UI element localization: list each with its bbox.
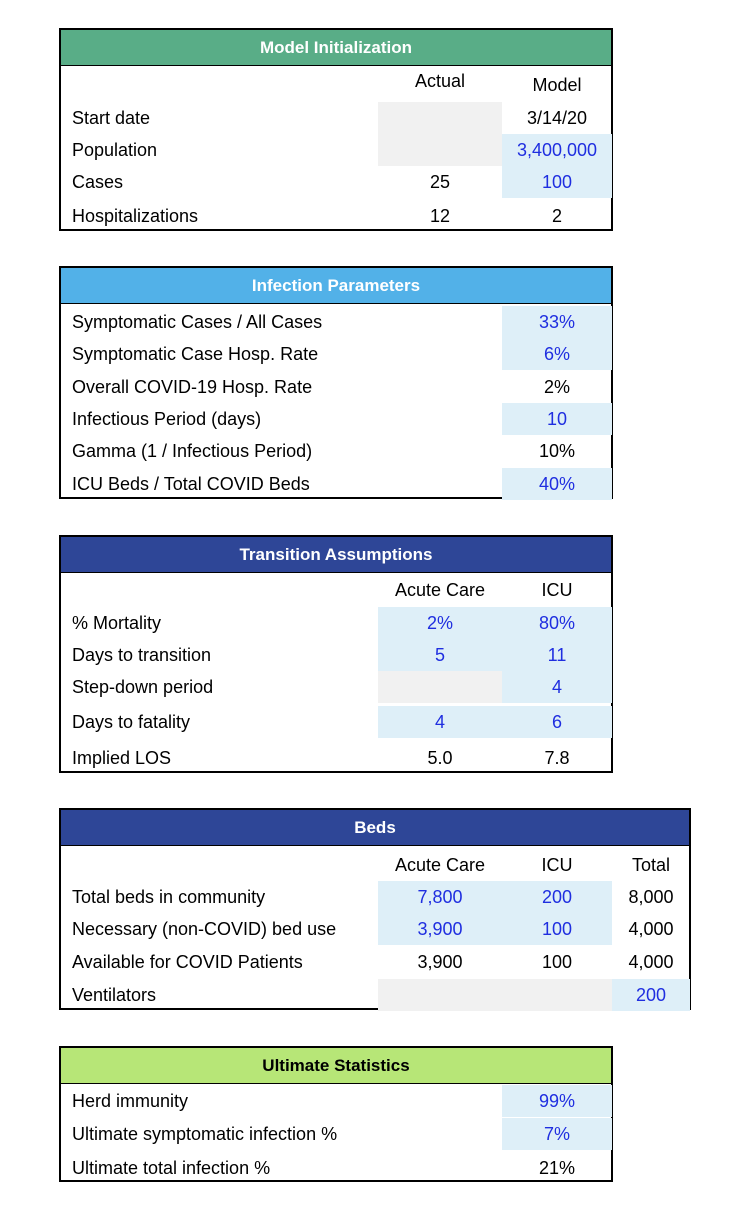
row-label: Days to transition	[72, 645, 212, 665]
row-label: Herd immunity	[72, 1091, 189, 1111]
actual-cell	[378, 134, 502, 166]
row-symptomatic-cases	[61, 306, 611, 338]
model-cell: 2	[551, 206, 562, 226]
row-label: Implied LOS	[72, 748, 172, 768]
row-days-to-transition	[61, 639, 611, 671]
acute-input-cell[interactable]: 4	[378, 706, 502, 738]
row-icu-beds-ratio	[61, 468, 611, 500]
col-header-actual: Actual	[414, 71, 466, 91]
row-label: Infectious Period (days)	[72, 409, 262, 429]
col-header-total: Total	[631, 855, 671, 875]
acute-input-cell[interactable]: 2%	[378, 607, 502, 639]
model-initialization-panel	[59, 28, 613, 231]
row-label: Ventilators	[72, 985, 157, 1005]
row-implied-los	[61, 742, 611, 774]
row-hospitalizations	[61, 200, 611, 232]
row-total-beds	[61, 881, 689, 913]
ultimate-statistics-header: Ultimate Statistics	[61, 1048, 611, 1084]
row-herd-immunity	[61, 1085, 611, 1117]
value-input-cell[interactable]: 33%	[502, 306, 612, 338]
icu-input-cell[interactable]: 4	[502, 671, 612, 703]
row-available-covid	[61, 946, 689, 978]
row-overall-hosp-rate	[61, 371, 611, 403]
row-label: Ultimate total infection %	[72, 1158, 271, 1178]
row-label: Symptomatic Case Hosp. Rate	[72, 344, 319, 364]
row-label: Start date	[72, 108, 151, 128]
acute-cell: 3,900	[417, 952, 463, 972]
row-start-date	[61, 102, 611, 134]
row-label: Population	[72, 140, 158, 160]
row-symptomatic-hosp-rate	[61, 338, 611, 370]
model-input-cell[interactable]: 100	[502, 166, 612, 198]
icu-cell	[502, 979, 612, 1011]
value-cell: 21%	[538, 1158, 576, 1178]
ultimate-statistics-panel	[59, 1046, 613, 1182]
col-header-acute-care: Acute Care	[394, 580, 486, 600]
icu-input-cell[interactable]: 6	[502, 706, 612, 738]
row-label: Overall COVID-19 Hosp. Rate	[72, 377, 313, 397]
row-label: Necessary (non-COVID) bed use	[72, 919, 337, 939]
acute-cell: 5.0	[427, 748, 453, 768]
row-label: Step-down period	[72, 677, 214, 697]
value-cell: 2%	[543, 377, 570, 397]
row-symptomatic-infection	[61, 1118, 611, 1150]
beds-panel	[59, 808, 691, 1010]
infection-parameters-panel	[59, 266, 613, 499]
row-label: Symptomatic Cases / All Cases	[72, 312, 323, 332]
row-label: Ultimate symptomatic infection %	[72, 1124, 338, 1144]
row-label: Total beds in community	[72, 887, 266, 907]
transition-assumptions-panel	[59, 535, 613, 773]
row-ventilators	[61, 979, 689, 1011]
total-cell: 4,000	[628, 919, 674, 939]
actual-cell	[378, 102, 502, 134]
row-days-to-fatality	[61, 706, 611, 738]
value-input-cell[interactable]: 99%	[502, 1085, 612, 1117]
actual-cell: 25	[429, 172, 451, 192]
icu-input-cell[interactable]: 11	[502, 639, 612, 671]
total-input-cell[interactable]: 200	[612, 979, 690, 1011]
infection-parameters-header: Infection Parameters	[61, 268, 611, 304]
icu-input-cell[interactable]: 80%	[502, 607, 612, 639]
model-initialization-header: Model Initialization	[61, 30, 611, 66]
row-necessary-bed-use	[61, 913, 689, 945]
col-header-acute-care: Acute Care	[394, 855, 486, 875]
icu-cell: 7.8	[544, 748, 570, 768]
icu-cell: 100	[541, 952, 573, 972]
row-label: Cases	[72, 172, 124, 192]
total-cell: 8,000	[628, 887, 674, 907]
row-label: Gamma (1 / Infectious Period)	[72, 441, 313, 461]
transition-assumptions-header: Transition Assumptions	[61, 537, 611, 573]
row-cases	[61, 166, 611, 198]
col-header-icu: ICU	[541, 855, 573, 875]
row-population	[61, 134, 611, 166]
acute-input-cell[interactable]: 5	[378, 639, 502, 671]
value-input-cell[interactable]: 10	[502, 403, 612, 435]
value-input-cell[interactable]: 6%	[502, 338, 612, 370]
total-cell: 4,000	[628, 952, 674, 972]
row-label: % Mortality	[72, 613, 162, 633]
acute-cell	[378, 671, 502, 703]
value-input-cell[interactable]: 40%	[502, 468, 612, 500]
row-label: Days to fatality	[72, 712, 191, 732]
model-input-cell[interactable]: 3,400,000	[502, 134, 612, 166]
value-cell: 10%	[538, 441, 576, 461]
row-mortality	[61, 607, 611, 639]
acute-input-cell[interactable]: 7,800	[378, 881, 502, 913]
row-label: Hospitalizations	[72, 206, 199, 226]
row-gamma	[61, 435, 611, 467]
model-cell: 3/14/20	[526, 108, 588, 128]
row-label: ICU Beds / Total COVID Beds	[72, 474, 310, 494]
row-total-infection	[61, 1152, 611, 1184]
row-step-down-period	[61, 671, 611, 703]
acute-input-cell[interactable]: 3,900	[378, 913, 502, 945]
icu-input-cell[interactable]: 100	[502, 913, 612, 945]
row-label: Available for COVID Patients	[72, 952, 303, 972]
col-header-icu: ICU	[541, 580, 573, 600]
beds-header: Beds	[61, 810, 689, 846]
row-infectious-period	[61, 403, 611, 435]
col-header-model: Model	[532, 75, 582, 95]
acute-cell	[378, 979, 502, 1011]
icu-input-cell[interactable]: 200	[502, 881, 612, 913]
actual-cell: 12	[429, 206, 451, 226]
value-input-cell[interactable]: 7%	[502, 1118, 612, 1150]
